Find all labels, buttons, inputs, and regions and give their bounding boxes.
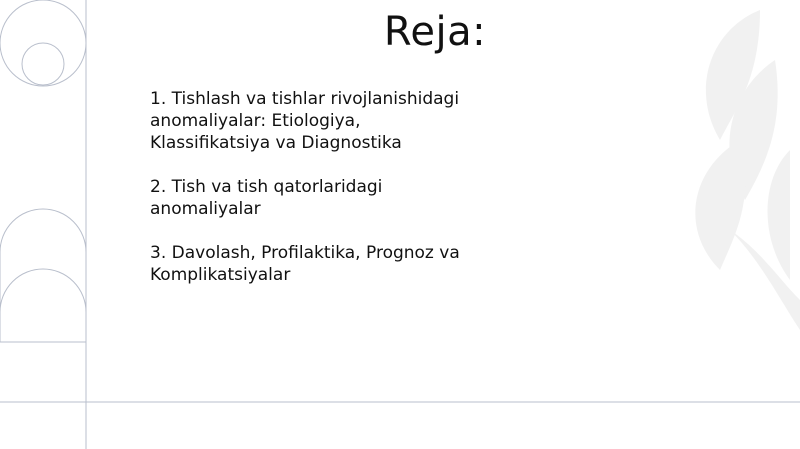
agenda-list <box>150 88 480 286</box>
leaf-watermark-icon <box>695 10 800 330</box>
agenda-item-2: 2. Tish va tish qatorlaridagi anomaliyalar <box>150 177 383 219</box>
agenda-item-3: 3. Davolash, Profilaktika, Prognoz va Komplikatsiyalar <box>150 243 460 285</box>
slide-title: Reja: <box>383 9 487 55</box>
agenda-item-1: 1. Tishlash va tishlar rivojlanishidagi anomaliyalar: Etiologiya, Klassifikatsiya va Diagnostika <box>150 89 460 153</box>
